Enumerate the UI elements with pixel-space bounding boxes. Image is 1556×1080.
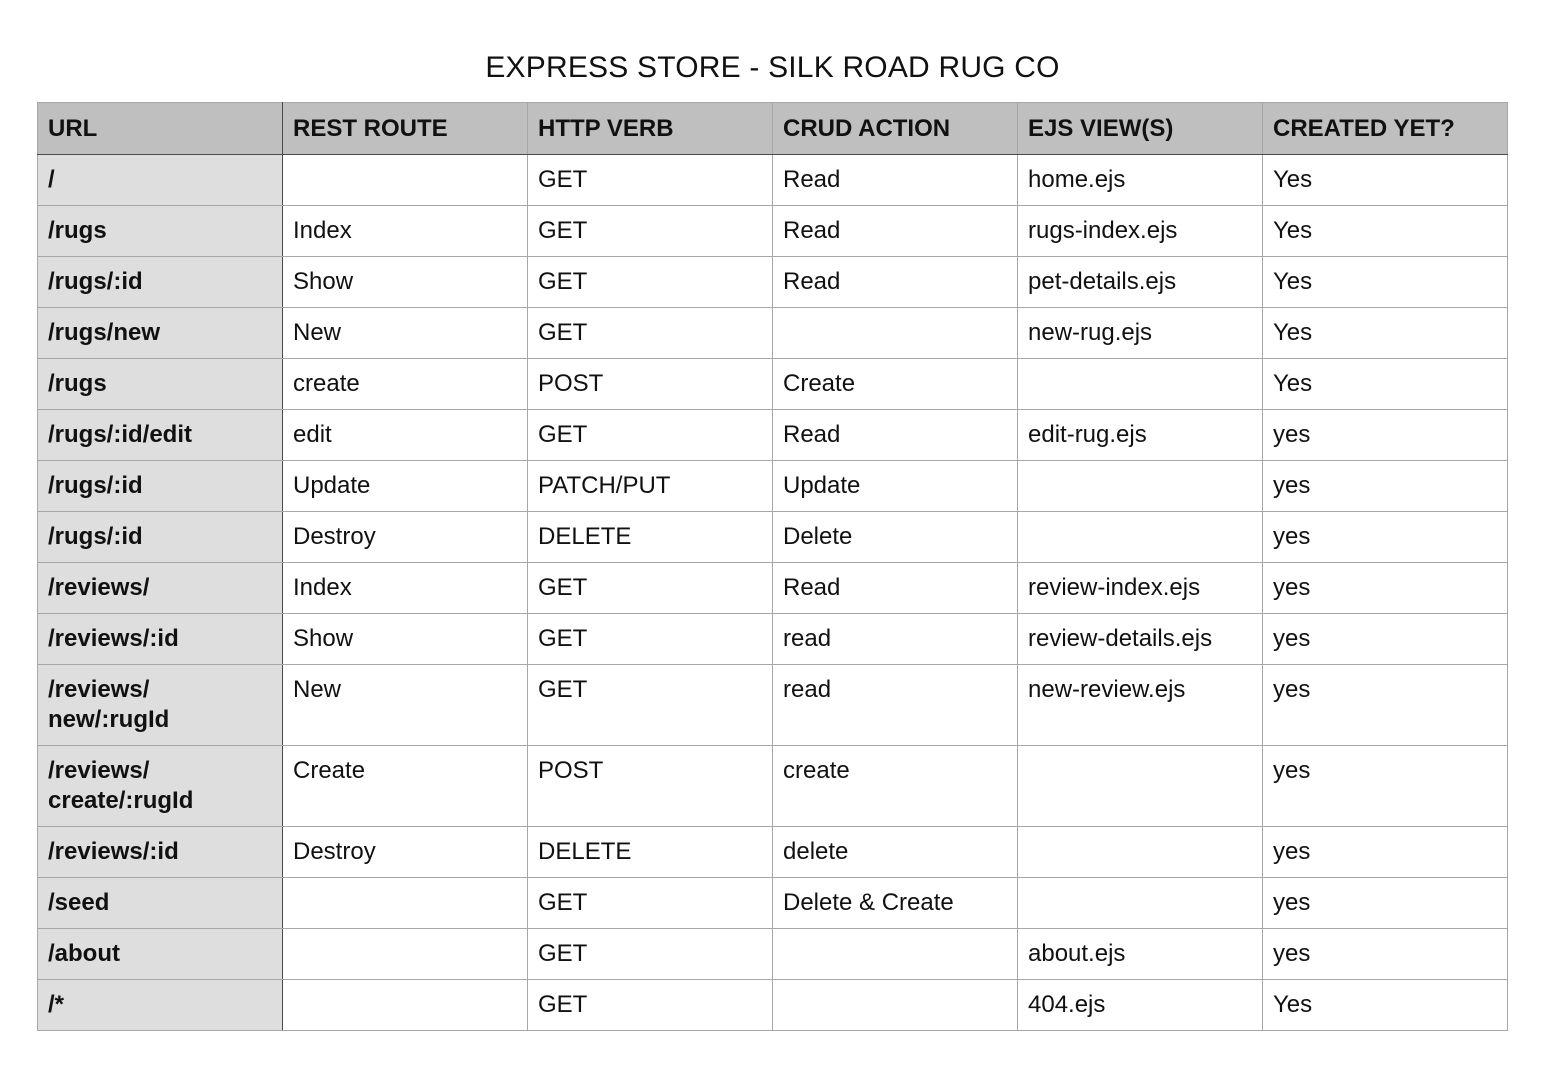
table-row (38, 257, 1508, 308)
cell-ejs-view: pet-details.ejs (1018, 257, 1263, 308)
cell-created-yet: Yes (1263, 980, 1508, 1031)
table-row (38, 410, 1508, 461)
table-row (38, 980, 1508, 1031)
cell-url: /* (38, 980, 283, 1031)
cell-rest-route: edit (283, 410, 528, 461)
cell-crud-action: delete (773, 827, 1018, 878)
table-row (38, 359, 1508, 410)
cell-url: /reviews/ (38, 563, 283, 614)
cell-ejs-view (1018, 359, 1263, 410)
table-row (38, 929, 1508, 980)
cell-url: /rugs/:id (38, 461, 283, 512)
cell-http-verb: DELETE (528, 827, 773, 878)
header-url: URL (38, 103, 283, 155)
table-row (38, 461, 1508, 512)
header-created-yet: CREATED YET? (1263, 103, 1508, 155)
cell-ejs-view: edit-rug.ejs (1018, 410, 1263, 461)
cell-crud-action: Read (773, 410, 1018, 461)
table-row (38, 308, 1508, 359)
cell-ejs-view: new-rug.ejs (1018, 308, 1263, 359)
cell-ejs-view: review-details.ejs (1018, 614, 1263, 665)
cell-created-yet: yes (1263, 929, 1508, 980)
cell-crud-action: Delete & Create (773, 878, 1018, 929)
cell-ejs-view: about.ejs (1018, 929, 1263, 980)
cell-created-yet: yes (1263, 410, 1508, 461)
cell-ejs-view (1018, 746, 1263, 827)
cell-url: /seed (38, 878, 283, 929)
cell-crud-action: create (773, 746, 1018, 827)
cell-url: /reviews/ new/:rugId (38, 665, 283, 746)
cell-rest-route (283, 980, 528, 1031)
cell-created-yet: yes (1263, 665, 1508, 746)
cell-rest-route (283, 155, 528, 206)
cell-crud-action: Read (773, 155, 1018, 206)
cell-ejs-view: rugs-index.ejs (1018, 206, 1263, 257)
cell-created-yet: yes (1263, 827, 1508, 878)
table-row (38, 665, 1508, 746)
cell-http-verb: GET (528, 206, 773, 257)
cell-url: /about (38, 929, 283, 980)
cell-url: /rugs/:id/edit (38, 410, 283, 461)
cell-rest-route: Destroy (283, 512, 528, 563)
cell-ejs-view: new-review.ejs (1018, 665, 1263, 746)
cell-created-yet: yes (1263, 461, 1508, 512)
cell-crud-action (773, 929, 1018, 980)
cell-created-yet: yes (1263, 746, 1508, 827)
cell-created-yet: Yes (1263, 308, 1508, 359)
cell-crud-action: read (773, 665, 1018, 746)
table-row (38, 512, 1508, 563)
cell-http-verb: PATCH/PUT (528, 461, 773, 512)
cell-url: /reviews/:id (38, 827, 283, 878)
cell-crud-action: Create (773, 359, 1018, 410)
cell-crud-action: Update (773, 461, 1018, 512)
table-row (38, 614, 1508, 665)
cell-http-verb: GET (528, 308, 773, 359)
cell-http-verb: GET (528, 257, 773, 308)
cell-crud-action (773, 980, 1018, 1031)
cell-ejs-view (1018, 461, 1263, 512)
cell-crud-action: read (773, 614, 1018, 665)
cell-rest-route (283, 878, 528, 929)
cell-created-yet: Yes (1263, 206, 1508, 257)
cell-created-yet: yes (1263, 512, 1508, 563)
cell-rest-route: create (283, 359, 528, 410)
cell-url: /rugs/new (38, 308, 283, 359)
table-row (38, 206, 1508, 257)
cell-crud-action (773, 308, 1018, 359)
cell-ejs-view (1018, 878, 1263, 929)
cell-crud-action: Read (773, 563, 1018, 614)
cell-http-verb: GET (528, 614, 773, 665)
page-title: EXPRESS STORE - SILK ROAD RUG CO (485, 51, 1060, 84)
cell-rest-route: New (283, 308, 528, 359)
cell-url: / (38, 155, 283, 206)
cell-ejs-view: review-index.ejs (1018, 563, 1263, 614)
cell-url: /rugs/:id (38, 512, 283, 563)
cell-http-verb: GET (528, 878, 773, 929)
cell-http-verb: GET (528, 665, 773, 746)
cell-rest-route: Index (283, 206, 528, 257)
cell-http-verb: POST (528, 746, 773, 827)
cell-http-verb: GET (528, 155, 773, 206)
routes-table (37, 102, 1508, 1031)
cell-crud-action: Delete (773, 512, 1018, 563)
table-row (38, 827, 1508, 878)
table-body (38, 155, 1508, 1031)
header-ejs-views: EJS VIEW(S) (1018, 103, 1263, 155)
cell-rest-route: New (283, 665, 528, 746)
cell-http-verb: GET (528, 563, 773, 614)
cell-url: /rugs (38, 206, 283, 257)
cell-http-verb: DELETE (528, 512, 773, 563)
cell-crud-action: Read (773, 206, 1018, 257)
header-http-verb: HTTP VERB (528, 103, 773, 155)
cell-ejs-view: 404.ejs (1018, 980, 1263, 1031)
table-header-row (38, 103, 1508, 155)
table-row (38, 563, 1508, 614)
cell-rest-route: Destroy (283, 827, 528, 878)
cell-rest-route: Index (283, 563, 528, 614)
table-row (38, 746, 1508, 827)
header-crud-action: CRUD ACTION (773, 103, 1018, 155)
cell-rest-route: Show (283, 614, 528, 665)
cell-created-yet: yes (1263, 878, 1508, 929)
cell-ejs-view (1018, 512, 1263, 563)
cell-crud-action: Read (773, 257, 1018, 308)
cell-rest-route: Update (283, 461, 528, 512)
cell-rest-route (283, 929, 528, 980)
cell-http-verb: POST (528, 359, 773, 410)
cell-created-yet: yes (1263, 614, 1508, 665)
cell-url: /rugs/:id (38, 257, 283, 308)
cell-rest-route: Create (283, 746, 528, 827)
cell-ejs-view (1018, 827, 1263, 878)
table-row (38, 878, 1508, 929)
cell-http-verb: GET (528, 410, 773, 461)
cell-rest-route: Show (283, 257, 528, 308)
header-rest-route: REST ROUTE (283, 103, 528, 155)
cell-created-yet: Yes (1263, 155, 1508, 206)
table-row (38, 155, 1508, 206)
cell-ejs-view: home.ejs (1018, 155, 1263, 206)
cell-http-verb: GET (528, 980, 773, 1031)
cell-url: /reviews/ create/:rugId (38, 746, 283, 827)
cell-created-yet: Yes (1263, 359, 1508, 410)
cell-url: /reviews/:id (38, 614, 283, 665)
cell-created-yet: Yes (1263, 257, 1508, 308)
cell-url: /rugs (38, 359, 283, 410)
cell-http-verb: GET (528, 929, 773, 980)
cell-created-yet: yes (1263, 563, 1508, 614)
